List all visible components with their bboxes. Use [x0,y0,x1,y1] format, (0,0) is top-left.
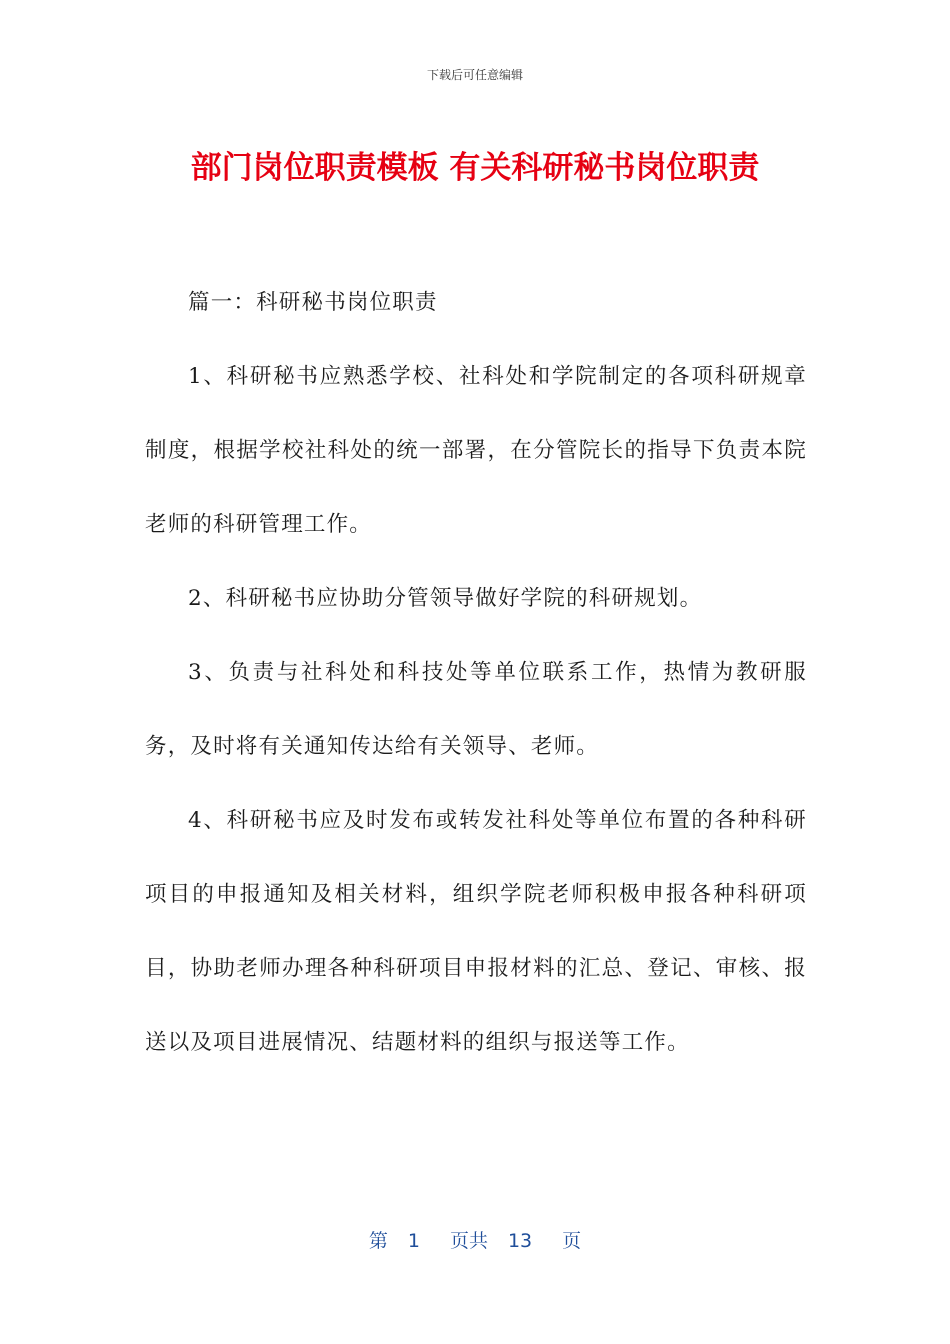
footer-label-of: 页共 [449,1230,488,1252]
paragraph-2: 2、科研秘书应协助分管领导做好学院的科研规划。 [188,586,703,611]
section-heading: 篇一：科研秘书岗位职责 [188,290,438,315]
paragraph-1: 1、科研秘书应熟悉学校、社科处和学院制定的各项科研规章制度，根据学校社科处的统一部署，在分管院长的指导下负责本院老师的科研管理工作。 [145,364,807,537]
page-footer [0,1226,950,1253]
paragraph-4: 4、科研秘书应及时发布或转发社科处等单位布置的各种科研项目的申报通知及相关材料，组织学院老师积极申报各种科研项目，协助老师办理各种科研项目申报材料的汇总、登记、审核、报送以及项目进展情况、结题材料的组织与报送等工作。 [145,808,807,1055]
document-body [145,266,807,1080]
footer-total-pages: 13 [507,1230,533,1252]
paragraph-3: 3、负责与社科处和科技处等单位联系工作，热情为教研服务，及时将有关通知传达给有关领导、老师。 [145,660,807,759]
footer-label-end: 页 [562,1230,582,1252]
page-header-note: 下载后可任意编辑 [426,68,523,82]
footer-label-page: 第 [368,1230,388,1252]
footer-current-page: 1 [407,1230,420,1252]
document-title: 部门岗位职责模板 有关科研秘书岗位职责 [190,150,760,186]
